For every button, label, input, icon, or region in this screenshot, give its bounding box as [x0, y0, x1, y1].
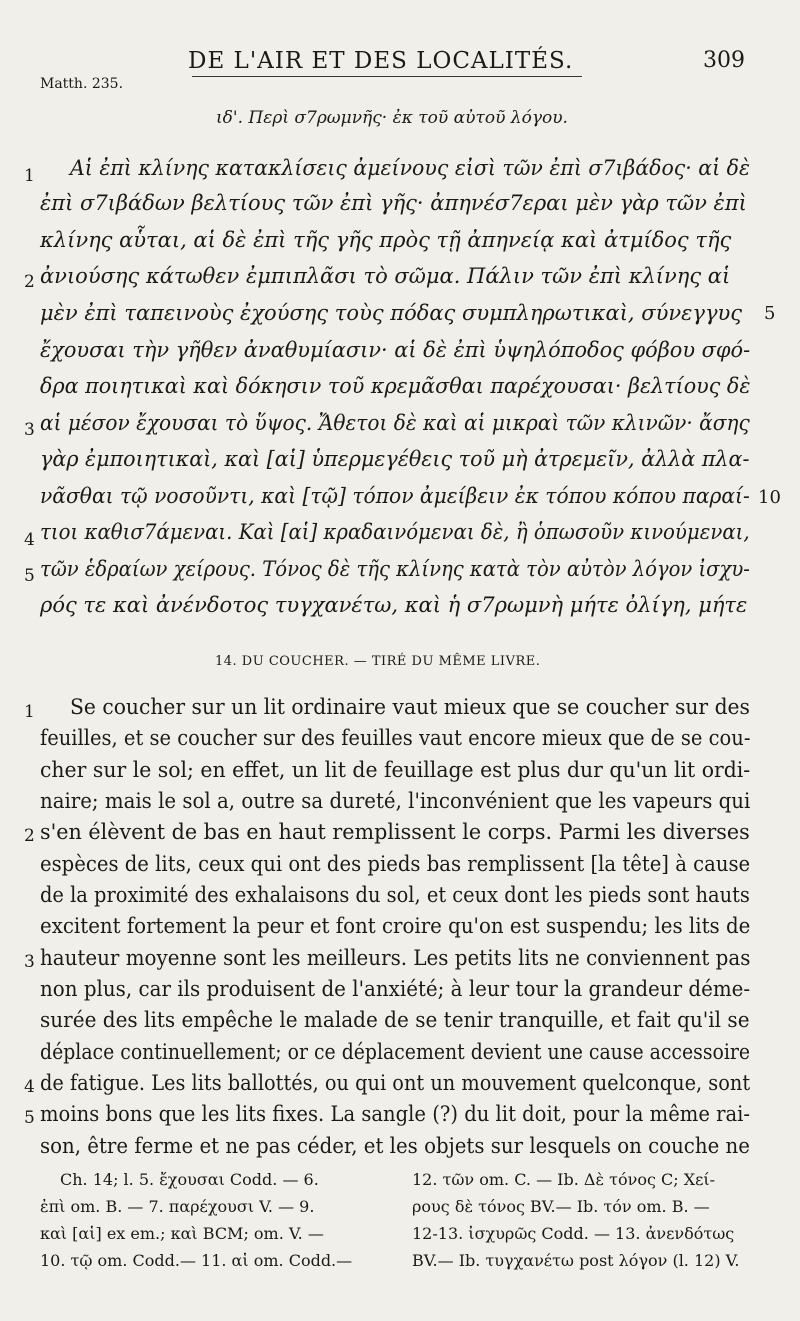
section-number: 5 — [24, 1108, 35, 1128]
running-title: DE L'AIR ET DES LOCALITÉS. — [188, 48, 574, 74]
greek-line: γὰρ ἐμποιητικαὶ, καὶ [αἱ] ὑπερμεγέθεις τοῦ μὴ ἀτρεμεῖν, ἀλλὰ πλα- — [40, 447, 750, 471]
french-line: espèces de lits, ceux qui ont des pieds bas remplissent [la tête] à cause — [40, 852, 751, 876]
greek-line: τιοι καθισ7άμεναι. Καὶ [αἱ] κραδαινόμεναι δὲ, ἢ ὁπωσοῦν κινούμεναι, — [40, 520, 750, 544]
footnote-line: ἐπὶ om. B. — 7. παρέχουσι V. — 9. — [40, 1197, 315, 1216]
footnote-line: BV.— Ib. τυγχανέτω post λόγον (l. 12) V. — [412, 1251, 740, 1270]
french-line: non plus, car ils produisent de l'anxiété; à leur tour la grandeur déme- — [40, 977, 751, 1001]
greek-line: ρός τε καὶ ἀνένδοτος τυγχανέτω, καὶ ἡ σ7ρωμνὴ μήτε ὀλίγη, μήτε — [40, 593, 748, 617]
french-line: son, être ferme et ne pas céder, et les objets sur lesquels on couche ne — [40, 1134, 750, 1158]
greek-line: Αἱ ἐπὶ κλίνης κατακλίσεις ἀμείνους εἰσὶ τῶν ἐπὶ σ7ιβάδος· αἱ δὲ — [70, 156, 750, 180]
section-number: 4 — [24, 530, 35, 550]
greek-line: ἐπὶ σ7ιβάδων βελτίους τῶν ἐπὶ γῆς· ἀπηνέσ7εραι μὲν γὰρ τῶν ἐπὶ — [40, 191, 747, 215]
section-number: 3 — [24, 952, 35, 972]
french-line: de fatigue. Les lits ballottés, ou qui ont un mouvement quelconque, sont — [40, 1071, 751, 1095]
greek-line: κλίνης αὗται, αἱ δὲ ἐπὶ τῆς γῆς πρὸς τῇ ἀπηνείᾳ καὶ ἀτμίδος τῆς — [40, 228, 732, 252]
footnote-line: 12-13. ἰσχυρῶς Codd. — 13. ἀνενδότως — [412, 1224, 735, 1243]
header-rule — [192, 76, 582, 77]
french-line: excitent fortement la peur et font croire qu'on est suspendu; les lits de — [40, 914, 751, 938]
page-number: 309 — [703, 48, 745, 73]
greek-line: αἱ μέσον ἔχουσαι τὸ ὕψος. Ἄθετοι δὲ καὶ αἱ μικραὶ τῶν κλινῶν· ἄσης — [40, 411, 750, 435]
footnote-line: 12. τῶν om. C. — Ib. Δὲ τόνος C; Χεί- — [412, 1170, 716, 1189]
section-number: 1 — [24, 166, 35, 186]
section-number: 2 — [24, 272, 35, 292]
footnote-line: Ch. 14; l. 5. ἔχουσαι Codd. — 6. — [60, 1170, 319, 1189]
line-count-marker: 5 — [764, 303, 776, 324]
footnote-line: 10. τῷ om. Codd.— 11. αἱ om. Codd.— — [40, 1251, 353, 1270]
french-line: naire; mais le sol a, outre sa dureté, l'inconvénient que les vapeurs qui — [40, 789, 751, 813]
section-number: 3 — [24, 420, 35, 440]
section-number: 4 — [24, 1077, 35, 1097]
french-chapter-heading: 14. DU COUCHER. — TIRÉ DU MÊME LIVRE. — [215, 654, 541, 669]
section-number: 2 — [24, 826, 35, 846]
footnote-line: καὶ [αἱ] ex em.; καὶ BCM; om. V. — — [40, 1224, 324, 1243]
french-line: surée des lits empêche le malade de se tenir tranquille, et fait qu'il se — [40, 1008, 750, 1032]
greek-chapter-heading: ιδ'. Περὶ σ7ρωμνῆς· ἐκ τοῦ αὐτοῦ λόγου. — [216, 108, 568, 128]
french-line: moins bons que les lits fixes. La sangle (?) du lit doit, pour la même rai- — [40, 1102, 751, 1126]
greek-line: τῶν ἑδραίων χείρους. Τόνος δὲ τῆς κλίνης κατὰ τὸν αὐτὸν λόγον ἰσχυ- — [40, 557, 750, 581]
greek-line: ἔχουσαι τὴν γῆθεν ἀναθυμίασιν· αἱ δὲ ἐπὶ ὑψηλόποδος φόβου σφό- — [40, 338, 751, 362]
section-number: 5 — [24, 566, 35, 586]
french-line: hauteur moyenne sont les meilleurs. Les petits lits ne conviennent pas — [40, 946, 751, 970]
footnote-line: ρους δὲ τόνος BV.— Ib. τόν om. B. — — [412, 1197, 710, 1216]
greek-line: μὲν ἐπὶ ταπεινοὺς ἐχούσης τοὺς πόδας συμπληρωτικαὶ, σύνεγγυς — [40, 301, 743, 325]
french-line: Se coucher sur un lit ordinaire vaut mieux que se coucher sur des — [70, 695, 750, 719]
greek-line: ἀνιούσης κάτωθεν ἐμπιπλᾶσι τὸ σῶμα. Πάλιν τῶν ἐπὶ κλίνης αἱ — [40, 264, 731, 288]
line-count-marker: 10 — [758, 487, 781, 508]
greek-line: νᾶσθαι τῷ νοσοῦντι, καὶ [τῷ] τόπον ἀμείβειν ἐκ τόπου κόπου παραί- — [40, 484, 750, 508]
section-number: 1 — [24, 702, 35, 722]
french-line: déplace continuellement; or ce déplacement devient une cause accessoire — [40, 1040, 751, 1064]
greek-line: δρα ποιητικαὶ καὶ δόκησιν τοῦ κρεμᾶσθαι παρέχουσαι· βελτίους δὲ — [40, 374, 751, 398]
french-line: de la proximité des exhalaisons du sol, et ceux dont les pieds sont hauts — [40, 883, 750, 907]
french-line: s'en élèvent de bas en haut remplissent le corps. Parmi les diverses — [40, 820, 750, 844]
french-line: feuilles, et se coucher sur des feuilles vaut encore mieux que de se cou- — [40, 726, 751, 750]
french-line: cher sur le sol; en effet, un lit de feuillage est plus dur qu'un lit ordi- — [40, 758, 751, 782]
manuscript-reference: Matth. 235. — [40, 76, 124, 92]
